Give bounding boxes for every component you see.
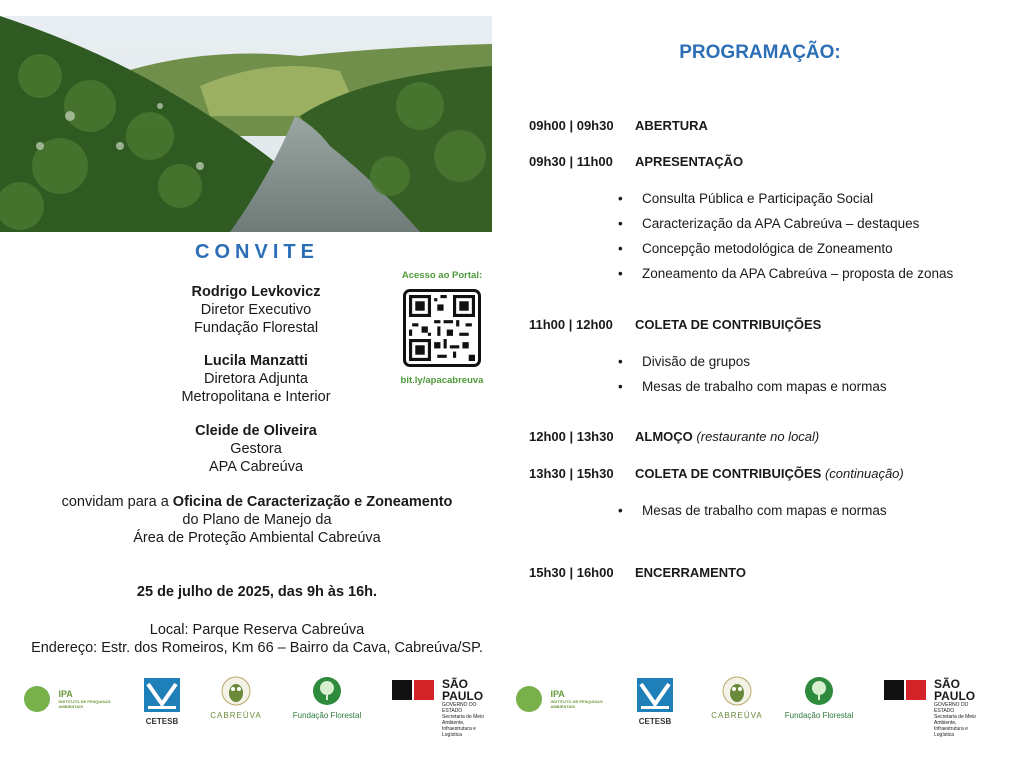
bullet-icon: •: [618, 266, 623, 281]
sp-sec-text: Secretaria de Meio Ambiente, Infraestrutura e Logística: [934, 714, 976, 738]
ipa-logo: [24, 686, 124, 712]
program-time: 11h00 | 12h00: [529, 317, 613, 332]
program-time: 12h00 | 13h30: [529, 429, 614, 444]
ipa-leaf-icon: [516, 686, 542, 712]
sp-text-2: PAULO: [934, 689, 976, 703]
program-label: COLETA DE CONTRIBUIÇÕES: [635, 317, 822, 332]
program-label: ENCERRAMENTO: [635, 565, 746, 580]
sp-sec-text: Secretaria de Meio Ambiente, Infraestrutura e Logística: [442, 714, 484, 738]
cetesb-icon: [144, 678, 180, 712]
bullet-icon: •: [618, 216, 623, 231]
invite-text: [0, 493, 514, 547]
program-bullet: [618, 241, 893, 256]
ipa-sub-text: INSTITUTO DE PESQUISAS AMBIENTAIS: [58, 699, 111, 709]
sp-gov-text: GOVERNO DO ESTADO: [934, 702, 969, 714]
event-location: [0, 621, 514, 657]
program-label: APRESENTAÇÃO: [635, 154, 744, 169]
bullet-text: Divisão de grupos: [642, 354, 751, 369]
cabreuva-logo: [210, 676, 262, 720]
program-label: COLETA DE CONTRIBUIÇÕES: [635, 466, 822, 481]
program-bullet: [618, 216, 919, 231]
qr-code[interactable]: [403, 289, 481, 367]
bullet-text: Concepção metodológica de Zoneamento: [642, 241, 893, 256]
bullet-icon: •: [618, 379, 623, 394]
invite-heading: CONVITE: [195, 241, 319, 263]
program-time: 13h30 | 15h30: [529, 466, 614, 481]
invite-prefix: convidam para a: [61, 494, 173, 510]
invite-line-3: Área de Proteção Ambiental Cabreúva: [133, 530, 381, 546]
sp-text-1: SÃO: [442, 677, 469, 691]
program-note: (continuação): [824, 466, 904, 481]
ipa-text: IPA: [550, 689, 565, 699]
cabreuva-text: CABREÚVA: [210, 711, 262, 720]
sp-logo: [392, 678, 492, 738]
ipa-leaf-icon: [24, 686, 50, 712]
owl-icon: [221, 676, 251, 706]
portal-link[interactable]: bit.ly/apacabreuva: [400, 375, 484, 386]
ipa-sub-text: INSTITUTO DE PESQUISAS AMBIENTAIS: [550, 699, 603, 709]
cetesb-logo: [633, 678, 677, 726]
sp-logo: [884, 678, 984, 738]
program-label: ALMOÇO: [635, 429, 693, 444]
ipa-logo: [516, 686, 616, 712]
program-item: [529, 466, 904, 481]
location-name: Local: Parque Reserva Cabreúva: [149, 622, 365, 638]
bullet-icon: •: [618, 503, 623, 518]
invite-line-2: do Plano de Manejo da: [182, 512, 332, 528]
host-name: Rodrigo Levkovicz: [191, 284, 321, 300]
ff-text: Fundação Florestal: [784, 711, 854, 720]
cabreuva-logo: [711, 676, 763, 720]
host-role: Gestora: [230, 441, 282, 457]
program-label: ABERTURA: [635, 118, 708, 133]
qr-label: Acesso ao Portal:: [401, 270, 483, 281]
event-date: 25 de julho de 2025, das 9h às 16h.: [136, 584, 378, 600]
host-org: Fundação Florestal: [193, 320, 319, 336]
host-name: Lucila Manzatti: [204, 353, 308, 369]
host-3: [56, 422, 456, 476]
tree-icon: [804, 676, 834, 706]
bullet-icon: •: [618, 241, 623, 256]
owl-icon: [722, 676, 752, 706]
bullet-icon: •: [618, 354, 623, 369]
ipa-text: IPA: [58, 689, 73, 699]
bullet-text: Mesas de trabalho com mapas e normas: [642, 379, 887, 394]
sp-text-2: PAULO: [442, 689, 484, 703]
bullet-text: Consulta Pública e Participação Social: [642, 191, 874, 206]
qr-block: [388, 270, 496, 386]
host-org: Metropolitana e Interior: [181, 389, 331, 405]
ff-logo: [776, 676, 862, 720]
cabreuva-text: CABREÚVA: [711, 711, 763, 720]
location-address: Endereço: Estr. dos Romeiros, Km 66 – Bairro da Cava, Cabreúva/SP.: [31, 640, 483, 656]
host-name: Cleide de Oliveira: [195, 423, 317, 439]
cetesb-logo: [140, 678, 184, 726]
tree-icon: [312, 676, 342, 706]
sp-mark-icon: [884, 678, 930, 702]
event-name: Oficina de Caracterização e Zoneamento: [172, 494, 453, 510]
qr-code-icon: [409, 295, 475, 361]
program-item: [529, 429, 819, 444]
program-time: 15h30 | 16h00: [529, 565, 614, 580]
ff-logo: [284, 676, 370, 720]
program-time: 09h30 | 11h00: [529, 154, 613, 169]
host-org: APA Cabreúva: [208, 459, 304, 475]
program-item: [529, 118, 708, 133]
program-item: [529, 317, 821, 332]
program-time: 09h00 | 09h30: [529, 118, 614, 133]
host-role: Diretora Adjunta: [204, 371, 308, 387]
program-bullet: [618, 379, 887, 394]
program-note: (restaurante no local): [696, 429, 820, 444]
cetesb-text: CETESB: [638, 717, 672, 726]
bullet-text: Zoneamento da APA Cabreúva – proposta de zonas: [642, 266, 954, 281]
ff-text: Fundação Florestal: [292, 711, 362, 720]
sp-text-1: SÃO: [934, 677, 961, 691]
sp-mark-icon: [392, 678, 438, 702]
program-bullet: [618, 191, 873, 206]
bullet-text: Mesas de trabalho com mapas e normas: [642, 503, 887, 518]
program-bullet: [618, 354, 750, 369]
program-bullet: [618, 266, 953, 281]
program-bullet: [618, 503, 887, 518]
program-title: PROGRAMAÇÃO:: [679, 42, 841, 63]
host-role: Diretor Executivo: [200, 302, 312, 318]
cetesb-text: CETESB: [145, 717, 179, 726]
landscape-photo: [0, 16, 492, 232]
bullet-text: Caracterização da APA Cabreúva – destaques: [642, 216, 920, 231]
sp-gov-text: GOVERNO DO ESTADO: [442, 702, 477, 714]
bullet-icon: •: [618, 191, 623, 206]
program-item: [529, 154, 743, 169]
cetesb-icon: [637, 678, 673, 712]
program-item: [529, 565, 746, 580]
